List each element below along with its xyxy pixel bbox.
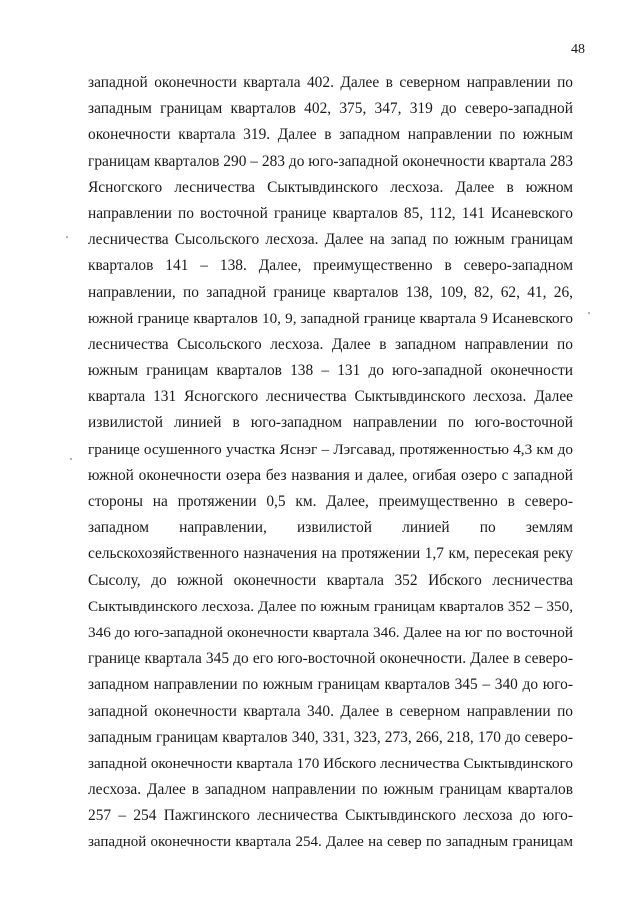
text-line: Сыктывдинского лесхоза. Далее по южным границам кварталов 352 – 350,	[88, 597, 573, 615]
scan-speck	[588, 312, 590, 314]
body-text	[88, 70, 573, 856]
text-line: южной границе кварталов 10, 9, западной границе квартала 9 Исаневского	[88, 309, 573, 327]
text-line: западном направлении по южным границам кварталов 345 – 340 до юго-	[88, 676, 573, 694]
page-number: 48	[571, 42, 585, 57]
text-line: извилистой линией в юго-западном направлении по юго-восточной	[88, 414, 573, 432]
text-line: стороны на протяжении 0,5 км. Далее, преимущественно в северо-	[88, 493, 573, 510]
text-line: западной оконечности квартала 402. Далее в северном направлении по	[88, 74, 573, 91]
text-line: лесничества Сысольского лесхоза. Далее в западном направлении по	[88, 335, 573, 353]
text-line: Сысолу, до южной оконечности квартала 352 Ибского лесничества	[88, 571, 573, 589]
text-line: западном направлении, извилистой линией по землям	[88, 519, 573, 537]
text-line: 346 до юго-западной оконечности квартала 346. Далее на юг по восточной	[88, 623, 573, 641]
text-line: направлении по восточной границе кварталов 85, 112, 141 Исаневского	[88, 204, 573, 222]
text-line: 257 – 254 Пажгинского лесничества Сыктывдинского лесхоза до юго-	[88, 807, 573, 825]
text-line: западной оконечности квартала 254. Далее на север по западным границам	[88, 834, 573, 851]
text-line: кварталов 141 – 138. Далее, преимущественно в северо-западном	[88, 257, 573, 275]
text-line: квартала 131 Ясногского лесничества Сыктывдинского лесхоза. Далее	[88, 388, 573, 406]
text-line: оконечности квартала 319. Далее в западном направлении по южным	[88, 126, 573, 144]
text-line: западным границам кварталов 340, 331, 323, 273, 266, 218, 170 до северо-	[88, 728, 573, 746]
text-line: сельскохозяйственного назначения на протяжении 1,7 км, пересекая реку	[88, 545, 573, 563]
text-line: границе осушенного участка Яснэг – Лэгсавад, протяженностью 4,3 км до	[88, 440, 573, 458]
text-line: западным границам кварталов 402, 375, 347, 319 до северо-западной	[88, 100, 573, 118]
text-line: лесничества Сысольского лесхоза. Далее на запад по южным границам	[88, 231, 573, 249]
text-line: лесхоза. Далее в западном направлении по южным границам кварталов	[88, 781, 573, 799]
text-line: границам кварталов 290 – 283 до юго-западной оконечности квартала 283	[88, 152, 573, 170]
scan-speck	[66, 236, 68, 238]
text-line: направлении, по западной границе кварталов 138, 109, 82, 62, 41, 26,	[88, 283, 573, 301]
scan-speck	[70, 458, 72, 460]
text-line: южным границам кварталов 138 – 131 до юго-западной оконечности	[88, 362, 573, 380]
text-line: Ясногского лесничества Сыктывдинского лесхоза. Далее в южном	[88, 178, 573, 196]
text-line: западной оконечности квартала 170 Ибского лесничества Сыктывдинского	[88, 754, 573, 772]
text-line: западной оконечности квартала 340. Далее в северном направлении по	[88, 702, 573, 720]
text-line: южной оконечности озера без названия и далее, огибая озеро с западной	[88, 466, 573, 484]
text-line: границе квартала 345 до его юго-восточной оконечности. Далее в северо-	[88, 650, 573, 668]
